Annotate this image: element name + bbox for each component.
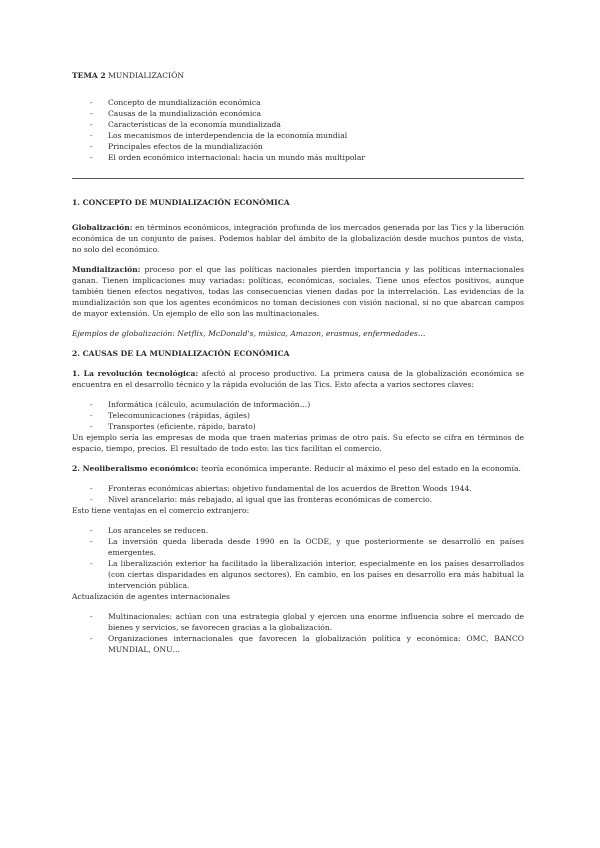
term-mundializacion: Mundialización: <box>72 265 141 274</box>
term-neoliberalismo: 2. Neoliberalismo económico: <box>72 464 199 473</box>
list-item: - Telecomunicaciones (rápidas, ágiles) <box>72 410 524 421</box>
list-item: - La inversión queda liberada desde 1990 en la OCDE, y que posteriormente se desarrolló en países emergentes. <box>72 536 524 558</box>
section-heading-2: 2. CAUSAS DE LA MUNDIALIZACIÓN ECONÓMICA <box>72 349 290 358</box>
list-item: - Informática (cálculo, acumulación de información…) <box>72 399 524 410</box>
section-heading-1: 1. CONCEPTO DE MUNDIALIZACIÓN ECONÓMICA <box>72 198 290 207</box>
agents-list <box>72 611 524 655</box>
list-item: - Concepto de mundialización económica <box>72 97 524 108</box>
list-item: - Fronteras económicas abiertas: objetivo fundamental de los acuerdos de Bretton Woods 1944. <box>72 483 524 494</box>
doc-title-label: TEMA 2 <box>72 71 106 80</box>
paragraph-mundializacion <box>72 264 524 319</box>
text-revolucion: afectó al proceso productivo. La primera causa de la globalización económica se encuentra en el desarrollo técnico y la rápida evolución de las Tics. Esto afecta a varios sectores claves: <box>72 369 524 389</box>
text-globalizacion: en términos económicos, integración profunda de los mercados generada por las Tics y la liberación económica de un conjunto de países. Podemos hablar del ámbito de la globalización desde muchos puntos de vista, no solo del económico. <box>72 223 524 254</box>
doc-title <box>72 70 524 81</box>
list-item: - Transportes (eficiente, rápido, barato) <box>72 421 524 432</box>
text-neoliberalismo: teoría económica imperante. Reducir al máximo el peso del estado en la economía. <box>198 464 521 473</box>
list-item: - Los aranceles se reducen. <box>72 525 524 536</box>
list-item: - Principales efectos de la mundialización <box>72 141 524 152</box>
paragraph-globalizacion <box>72 222 524 255</box>
doc-title-text: MUNDIALIZACIÓN <box>108 71 184 80</box>
term-globalizacion: Globalización: <box>72 223 133 232</box>
advantages-intro: Esto tiene ventajas en el comercio extranjero: <box>72 506 250 515</box>
agents-intro: Actualización de agentes internacionales <box>72 592 230 601</box>
advantages-list <box>72 525 524 591</box>
examples-note: Ejemplos de globalización: Netflix, McDonald's, música, Amazon, erasmus, enfermedades… <box>72 329 426 338</box>
list-item: - Nivel arancelario: más rebajado, al igual que las fronteras económicas de comercio. <box>72 494 524 505</box>
paragraph-neoliberalismo <box>72 463 524 474</box>
list-item: - Los mecanismos de interdependencia de la economía mundial <box>72 130 524 141</box>
document-page <box>72 70 524 655</box>
term-revolucion: 1. La revolución tecnológica: <box>72 369 199 378</box>
list-item: - La liberalización exterior ha facilitado la liberalización interior, especialmente en los países desarrollados (con ciertas disparidades en algunos sectores). En cambio, en los países en desarrollo era más habitual la intervención pública. <box>72 558 524 591</box>
paragraph-revolucion <box>72 368 524 390</box>
list-item: - El orden económico internacional: hacia un mundo más multipolar <box>72 152 524 163</box>
list-item: - Organizaciones internacionales que favorecen la globalización política y económica: OMC, BANCO MUNDIAL, ONU… <box>72 633 524 655</box>
list-item: - Multinacionales: actúan con una estrategia global y ejercen una enorme influencia sobre el mercado de bienes y servicios, se favorecen gracias a la globalización. <box>72 611 524 633</box>
paragraph-example: Un ejemplo sería las empresas de moda que traen materias primas de otro país. Su efecto se cifra en términos de espacio, tiempo, precios. El resultado de todo esto: las tics facilitan el comercio. <box>72 433 524 453</box>
revolution-list <box>72 399 524 432</box>
neoliberalism-list <box>72 483 524 505</box>
toc-list <box>72 97 524 163</box>
list-item: - Causas de la mundialización económica <box>72 108 524 119</box>
list-item: - Características de la economía mundializada <box>72 119 524 130</box>
divider <box>72 178 524 179</box>
text-mundializacion: proceso por el que las políticas nacionales pierden importancia y las políticas internacionales ganan. Tienen implicaciones muy variadas: políticas, económicas, sociales. Tiene unos efectos positivos, aunque también tienen efectos negativos, todas las consecuencias vienen dadas por la interrelación. Las evidencias de la mundialización son que los agentes económicos no toman decisiones con visión nacional, si no que abarcan campos de mayor extensión. Un ejemplo de ello son las multinacionales. <box>72 265 524 318</box>
